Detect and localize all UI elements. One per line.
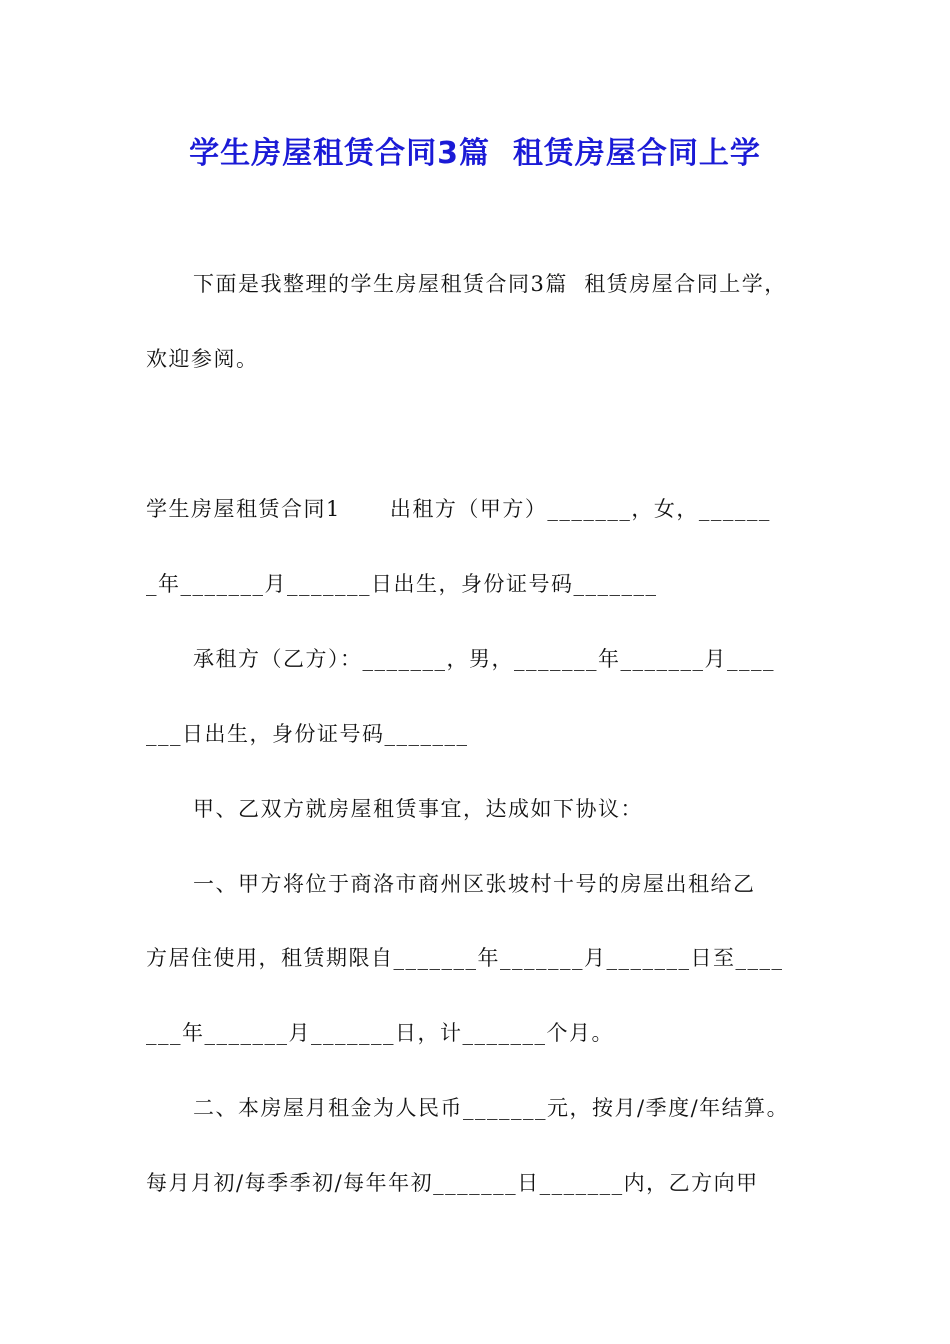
paragraph-line: 学生房屋租赁合同1 出租方（甲方）_______，女，______: [146, 497, 771, 521]
paragraph-line: _年_______月_______日出生，身份证号码_______: [146, 572, 658, 596]
paragraph-line: 每月月初/每季季初/每年年初_______日_______内，乙方向甲: [146, 1171, 759, 1195]
paragraph-line: ___年_______月_______日，计_______个月。: [146, 1021, 614, 1045]
paragraph-line: ___日出生，身份证号码_______: [146, 722, 469, 746]
paragraph-line: 方居住使用，租赁期限自_______年_______月_______日至____: [146, 946, 784, 970]
paragraph-line: 一、甲方将位于商洛市商州区张坡村十号的房屋出租给乙: [193, 872, 756, 896]
paragraph-line: 承租方（乙方）：_______，男，_______年_______月____: [193, 647, 775, 671]
document-title: 学生房屋租赁合同3篇 租赁房屋合同上学: [189, 136, 761, 171]
paragraph-line: 甲、乙双方就房屋租赁事宜，达成如下协议：: [193, 797, 643, 821]
paragraph-line: 下面是我整理的学生房屋租赁合同3篇 租赁房屋合同上学，: [193, 272, 787, 296]
paragraph-line: 二、本房屋月租金为人民币_______元，按月/季度/年结算。: [193, 1096, 790, 1120]
paragraph-line: 欢迎参阅。: [146, 347, 259, 371]
